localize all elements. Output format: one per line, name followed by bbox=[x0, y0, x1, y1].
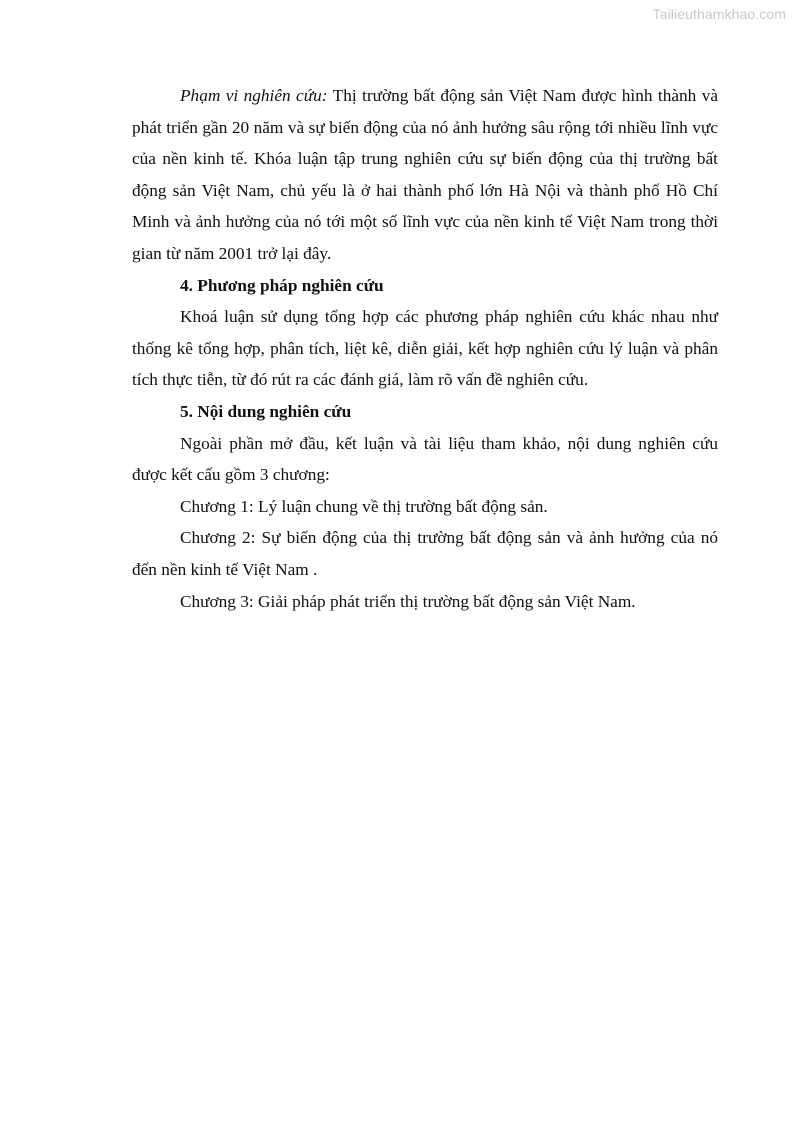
chapter-2: Chương 2: Sự biến động của thị trường bất động sản và ảnh hưởng của nó đến nền kinh tế Việt Nam . bbox=[132, 528, 718, 579]
section-4-paragraph: Khoá luận sử dụng tổng hợp các phương pháp nghiên cứu khác nhau như thống kê tổng hợp, phân tích, liệt kê, diễn giải, kết hợp nghiên cứu lý luận và phân tích thực tiễn, từ đó rút ra các đánh giá, làm rõ vấn đề nghiên cứu. bbox=[132, 307, 718, 390]
section-5-heading: 5. Nội dung nghiên cứu bbox=[180, 401, 352, 421]
watermark: Tailieuthamkhao.com bbox=[652, 6, 786, 22]
document-page bbox=[132, 80, 718, 617]
chapter-3: Chương 3: Giải pháp phát triển thị trường bất động sản Việt Nam. bbox=[180, 591, 636, 611]
scope-text: Thị trường bất động sản Việt Nam được hình thành và phát triển gần 20 năm và sự biến động của nó ảnh hưởng sâu rộng tới nhiều lĩnh vực của nền kinh tế. Khóa luận tập trung nghiên cứu sự biến động của thị trường bất động sản Việt Nam, chủ yếu là ở hai thành phố lớn Hà Nội và thành phố Hồ Chí Minh và ảnh hưởng của nó tới một số lĩnh vực của nền kinh tế Việt Nam trong thời gian từ năm 2001 trở lại đây. bbox=[132, 86, 719, 263]
section-4-heading: 4. Phương pháp nghiên cứu bbox=[180, 275, 384, 295]
chapter-1: Chương 1: Lý luận chung về thị trường bất động sản. bbox=[180, 496, 548, 516]
scope-paragraph bbox=[132, 80, 718, 270]
section-5-intro: Ngoài phần mở đầu, kết luận và tài liệu tham khảo, nội dung nghiên cứu được kết cấu gồm 3 chương: bbox=[132, 433, 718, 485]
scope-label: Phạm vi nghiên cứu: bbox=[180, 86, 328, 105]
